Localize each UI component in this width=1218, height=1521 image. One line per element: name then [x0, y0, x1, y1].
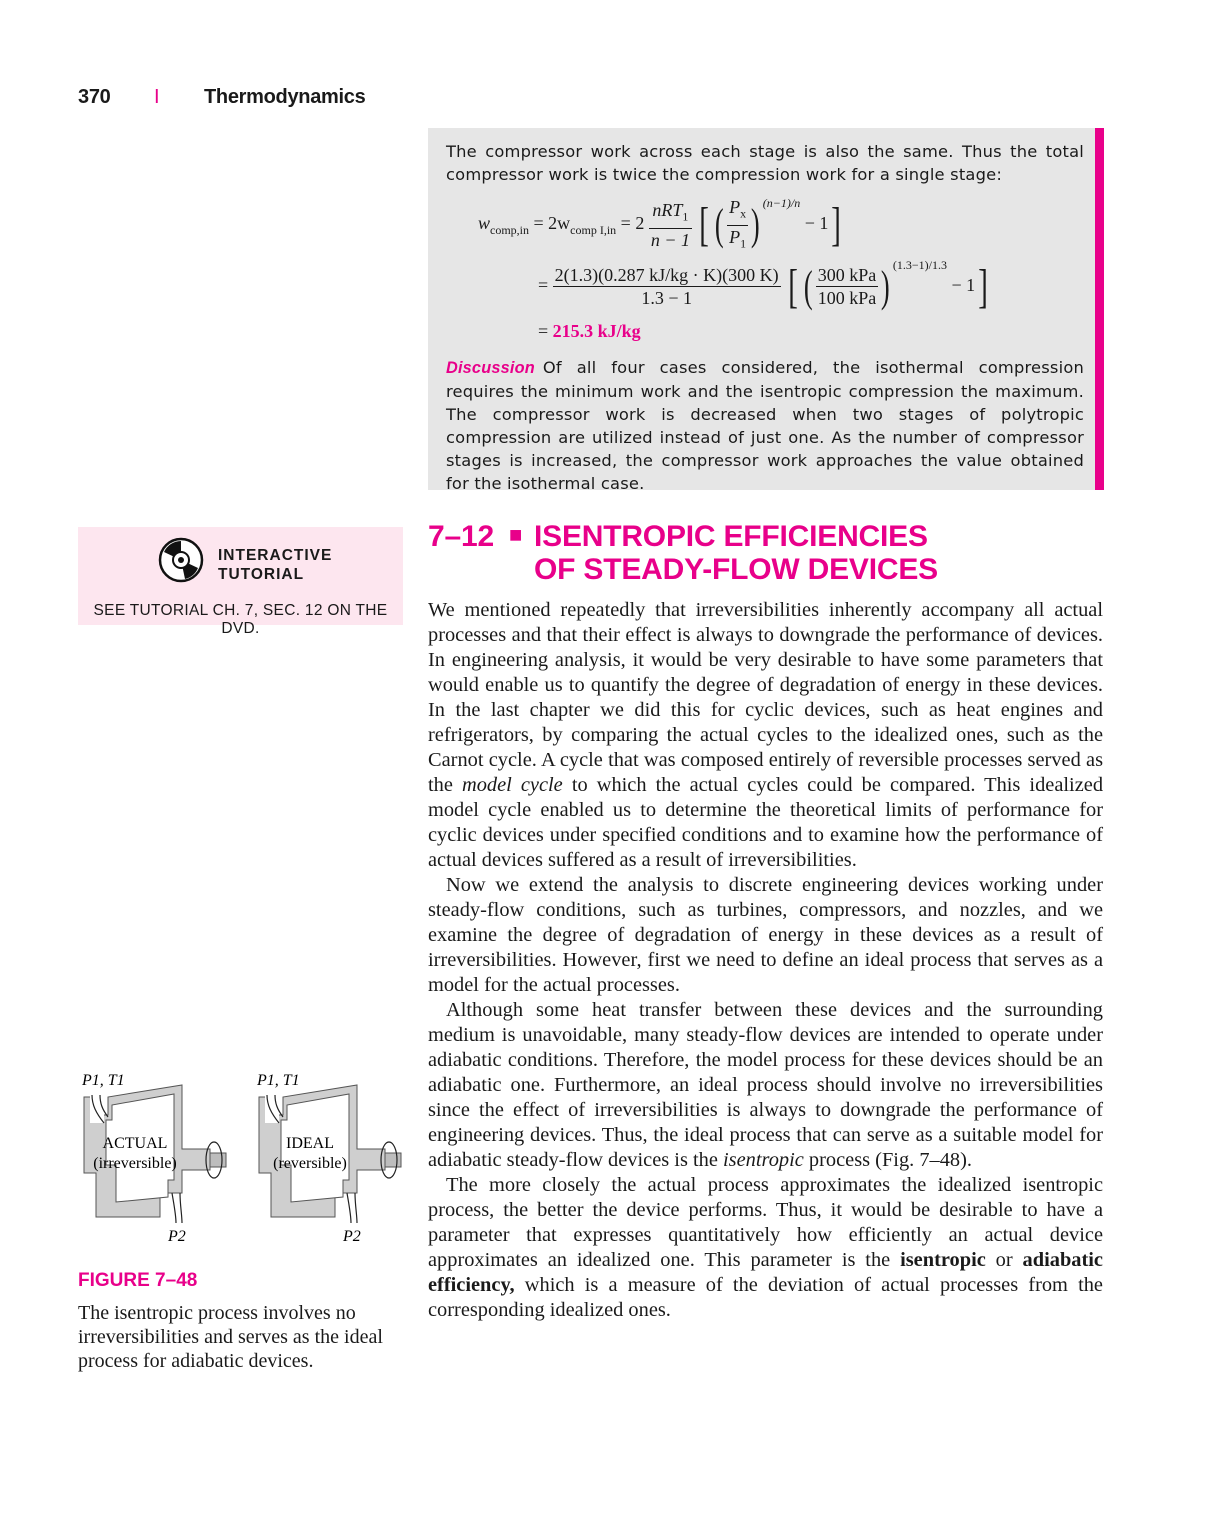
- result-line: = 215.3 kJ/kg: [538, 321, 641, 341]
- discussion-label: Discussion: [446, 359, 535, 377]
- section-title-line1: ISENTROPIC EFFICIENCIES: [534, 520, 928, 553]
- body-text: [428, 598, 1103, 1323]
- reversible-label: (reversible): [273, 1155, 347, 1172]
- discussion: [446, 356, 1084, 495]
- figure-7-48-illustration: [70, 1065, 415, 1255]
- equation-1: $w_{comp,in} = 2w_{comp I,in} = 2$ $\frac{nRT_1}{n - 1}$ [ ( $\frac{P_x}{P_1}$ ) $^{(n-1)/n}$ − 1]: [478, 196, 842, 252]
- irreversible-label: (irreversible): [93, 1155, 177, 1172]
- header-separator: I: [154, 86, 160, 108]
- paragraph-4: The more closely the actual process approximates the idealized isentropic process, the better the device performs. Thus, it would be desirable to have a parameter that expresses quantitatively how efficiently an actual device approximates an idealized one. This parameter is the isentropic or adiabatic efficiency, which is a measure of the deviation of actual processes from the corresponding idealized ones.: [428, 1174, 1103, 1321]
- paragraph-1: We mentioned repeatedly that irreversibilities inherently accompany all actual processes and that their effect is always to downgrade the performance of devices. In engineering analysis, it would be very desirable to have some parameters that would enable us to quantify the degree of degradation of energy in these devices. In the last chapter we did this for cyclic devices, such as heat engines and refrigerators, by comparing the actual cycles to the idealized ones, such as the Carnot cycle. A cycle that was composed entirely of reversible processes served as the model cycle to which the actual cycles could be compared. This idealized model cycle enabled us to determine the theoretical limits of performance for cyclic devices under specified conditions and to examine how the performance of actual devices suffered as a result of irreversibilities.: [428, 599, 1104, 871]
- example-intro: The compressor work across each stage is also the same. Thus the total compressor work is twice the compression work for a single stage:: [446, 142, 1084, 184]
- section-number: 7–12: [428, 520, 494, 553]
- actual-inlet-label: P1, T1: [82, 1072, 125, 1089]
- paragraph-3: Although some heat transfer between these devices and the surrounding medium is unavoidable, many steady-flow devices are intended to operate under adiabatic conditions. Therefore, the model process for these devices should be an adiabatic one. Furthermore, an ideal process should involve no irreversibilities since the effect of irreversibilities is always to downgrade the performance of engineering devices. Thus, the ideal process that can serve as a suitable model for adiabatic steady-flow devices is the isentropic process (Fig. 7–48).: [428, 999, 1103, 1171]
- interactive-tutorial-box: [78, 527, 403, 637]
- actual-outlet-label: P2: [168, 1228, 186, 1245]
- book-title: Thermodynamics: [204, 86, 366, 108]
- section-bullet: ■: [509, 522, 523, 547]
- ideal-turbine: [256, 1072, 401, 1245]
- example-box: [428, 128, 1104, 493]
- figure-id: FIGURE 7–48: [78, 1270, 198, 1291]
- result-value: 215.3 kJ/kg: [552, 321, 641, 341]
- paragraph-2: Now we extend the analysis to discrete engineering devices working under steady-flow conditions, such as turbines, compressors, and nozzles, and we examine the degree of degradation of energy in these devices as a result of irreversibilities. However, first we need to define an ideal process that serves as a model for the actual processes.: [428, 874, 1103, 996]
- actual-turbine: [81, 1072, 226, 1245]
- dvd-disc-icon: [158, 537, 204, 583]
- ideal-label: IDEAL: [286, 1135, 334, 1152]
- page-number: 370: [78, 86, 111, 108]
- discussion-text: Of all four cases considered, the isothermal compression requires the minimum work and the isentropic compression the maximum. The compressor work is decreased when two stages of polytropic compression are utilized instead of just one. As the number of compressor stages is increased, the compressor work approaches the value obtained for the isothermal case.: [446, 358, 1084, 493]
- ideal-inlet-label: P1, T1: [257, 1072, 300, 1089]
- figure-caption: The isentropic process involves no irreversibilities and serves as the ideal process for adiabatic devices.: [78, 1302, 383, 1372]
- tutorial-label: INTERACTIVE TUTORIAL: [218, 547, 333, 583]
- actual-label: ACTUAL: [102, 1135, 168, 1152]
- equation-2: = $\frac{2(1.3)(0.287 kJ/kg \cdot K)(300 K)}{1.3 - 1}$ [ ( $\frac{\text{300 kPa}}{\text{100 kPa}}$ ) $^{(1.3-1)/1.3}$ − 1]: [538, 258, 988, 313]
- tutorial-note: SEE TUTORIAL CH. 7, SEC. 12 ON THE DVD.: [93, 602, 388, 637]
- section-title-line2: OF STEADY-FLOW DEVICES: [534, 553, 938, 586]
- ideal-outlet-label: P2: [343, 1228, 361, 1245]
